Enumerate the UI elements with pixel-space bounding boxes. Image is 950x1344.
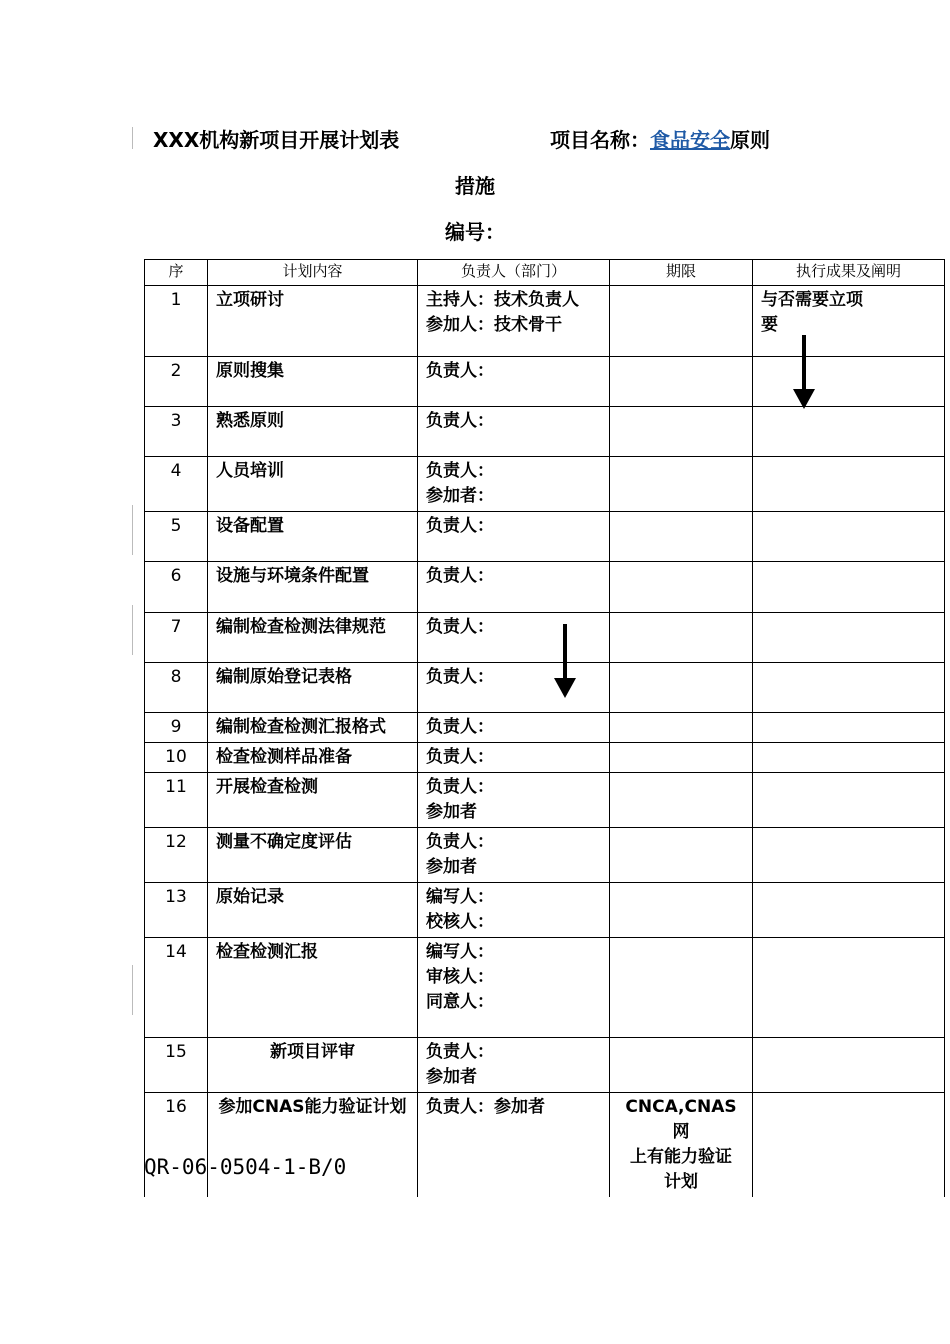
document-number-label: 编号： [445, 220, 505, 244]
owner-line: 校核人： [426, 912, 494, 932]
cell-result [753, 613, 945, 663]
arrow-down-icon [553, 624, 577, 698]
cell-seq: 3 [145, 407, 208, 457]
form-code: QR-06-0504-1-B/0 [144, 1155, 347, 1179]
result-line: 与否需要立项 [761, 290, 863, 310]
period-line: 计划 [664, 1172, 698, 1192]
cell-seq: 11 [145, 773, 208, 828]
cell-seq: 13 [145, 883, 208, 938]
cell-content: 原始记录 [208, 883, 418, 938]
owner-line: 负责人： [426, 667, 494, 687]
cell-result [753, 883, 945, 938]
arrow-down-icon [792, 335, 816, 409]
cell-result [753, 407, 945, 457]
cell-seq: 5 [145, 512, 208, 562]
owner-line: 参加者 [426, 1067, 477, 1087]
cell-result [753, 457, 945, 512]
cell-period [610, 407, 753, 457]
cell-seq: 4 [145, 457, 208, 512]
cell-owner [418, 1093, 610, 1198]
cell-content: 原则搜集 [208, 357, 418, 407]
cell-owner [418, 457, 610, 512]
cell-period [610, 773, 753, 828]
owner-line: 参加人：技术骨干 [426, 315, 562, 335]
project-name-continued: 措施 [455, 174, 495, 198]
owner-line: 负责人： [426, 617, 494, 637]
cell-result [753, 663, 945, 713]
cell-content: 人员培训 [208, 457, 418, 512]
owner-line: 负责人： [426, 717, 494, 737]
cell-result [753, 773, 945, 828]
cell-content: 检查检测样品准备 [208, 743, 418, 773]
cell-owner [418, 828, 610, 883]
cell-owner [418, 407, 610, 457]
table-row [145, 938, 945, 1038]
cell-content: 新项目评审 [208, 1038, 418, 1093]
cell-result [753, 938, 945, 1038]
table-row [145, 613, 945, 663]
period-line: 上有能力验证 [630, 1147, 732, 1167]
cell-seq: 1 [145, 286, 208, 357]
margin-mark [132, 965, 133, 1015]
margin-mark [132, 505, 133, 555]
column-header-result: 执行成果及阐明 [753, 260, 945, 286]
cell-owner [418, 1038, 610, 1093]
owner-line: 参加者 [426, 802, 477, 822]
cell-content: 编制原始登记表格 [208, 663, 418, 713]
cell-period [610, 743, 753, 773]
cell-seq: 9 [145, 713, 208, 743]
cell-content: 立项研讨 [208, 286, 418, 357]
owner-line: 编写人： [426, 942, 494, 962]
cell-content: 熟悉原则 [208, 407, 418, 457]
table-row [145, 512, 945, 562]
cell-seq: 12 [145, 828, 208, 883]
owner-line: 负责人： [426, 1042, 494, 1062]
owner-line: 负责人： [426, 566, 494, 586]
result-line: 要 [761, 315, 778, 335]
cell-result [753, 562, 945, 613]
owner-line: 负责人： [426, 832, 494, 852]
owner-line: 负责人：参加者 [426, 1097, 545, 1117]
period-line: CNCA,CNAS网 [625, 1097, 737, 1142]
cell-seq: 15 [145, 1038, 208, 1093]
cell-result [753, 1038, 945, 1093]
owner-line: 负责人： [426, 461, 494, 481]
owner-line: 参加者： [426, 486, 494, 506]
cell-owner [418, 562, 610, 613]
project-link[interactable]: 食品安全 [650, 128, 730, 152]
project-name [550, 124, 770, 153]
table-row [145, 286, 945, 357]
document-title: XXX机构新项目开展计划表 [153, 128, 400, 152]
table-row [145, 828, 945, 883]
owner-line: 负责人： [426, 411, 494, 431]
margin-mark [132, 605, 133, 655]
cell-seq: 8 [145, 663, 208, 713]
cell-period [610, 883, 753, 938]
cell-period [610, 1038, 753, 1093]
owner-line: 编写人： [426, 887, 494, 907]
table-row [145, 883, 945, 938]
owner-line: 审核人： [426, 967, 494, 987]
table-header-row [145, 260, 945, 286]
cell-owner [418, 286, 610, 357]
cell-owner [418, 883, 610, 938]
table-row [145, 1093, 945, 1198]
cell-owner [418, 357, 610, 407]
owner-line: 同意人： [426, 992, 494, 1012]
table-row [145, 713, 945, 743]
table-row [145, 663, 945, 713]
table-row [145, 457, 945, 512]
cell-owner [418, 613, 610, 663]
cell-owner [418, 663, 610, 713]
cell-owner [418, 713, 610, 743]
cell-period [610, 613, 753, 663]
cell-seq: 16 [145, 1093, 208, 1198]
cell-seq: 14 [145, 938, 208, 1038]
table-row [145, 562, 945, 613]
plan-table [144, 259, 945, 1197]
cell-period [610, 286, 753, 357]
cell-owner [418, 773, 610, 828]
owner-line: 参加者 [426, 857, 477, 877]
cell-owner [418, 938, 610, 1038]
cell-content: 设备配置 [208, 512, 418, 562]
column-header-seq: 序 [145, 260, 208, 286]
cell-result [753, 1093, 945, 1198]
cell-content: 参加CNAS能力验证计划 [208, 1093, 418, 1198]
cell-content: 测量不确定度评估 [208, 828, 418, 883]
cell-result [753, 828, 945, 883]
column-header-period: 期限 [610, 260, 753, 286]
cell-result [753, 512, 945, 562]
cell-content: 开展检查检测 [208, 773, 418, 828]
cell-result [753, 743, 945, 773]
cell-period [610, 938, 753, 1038]
column-header-content: 计划内容 [208, 260, 418, 286]
cell-period [610, 512, 753, 562]
cell-content: 检查检测汇报 [208, 938, 418, 1038]
cell-period [610, 713, 753, 743]
cell-seq: 2 [145, 357, 208, 407]
cell-result [753, 713, 945, 743]
owner-line: 主持人：技术负责人 [426, 290, 579, 310]
cell-period [610, 562, 753, 613]
cell-content: 编制检查检测法律规范 [208, 613, 418, 663]
cell-period [610, 1093, 753, 1198]
column-header-owner: 负责人（部门） [418, 260, 610, 286]
cell-owner [418, 512, 610, 562]
cell-content: 编制检查检测汇报格式 [208, 713, 418, 743]
cell-period [610, 357, 753, 407]
cell-period [610, 828, 753, 883]
owner-line: 负责人： [426, 777, 494, 797]
table-row [145, 407, 945, 457]
project-label: 项目名称： [550, 128, 650, 152]
cell-result [753, 357, 945, 407]
project-suffix: 原则 [730, 128, 770, 152]
owner-line: 负责人： [426, 361, 494, 381]
owner-line: 负责人： [426, 516, 494, 536]
cell-content: 设施与环境条件配置 [208, 562, 418, 613]
cell-period [610, 663, 753, 713]
margin-mark [132, 127, 133, 149]
cell-seq: 6 [145, 562, 208, 613]
cell-owner [418, 743, 610, 773]
cell-seq: 7 [145, 613, 208, 663]
table-row [145, 743, 945, 773]
table-row [145, 1038, 945, 1093]
cell-result [753, 286, 945, 357]
cell-period [610, 457, 753, 512]
owner-line: 负责人： [426, 747, 494, 767]
table-row [145, 773, 945, 828]
table-row [145, 357, 945, 407]
cell-seq: 10 [145, 743, 208, 773]
